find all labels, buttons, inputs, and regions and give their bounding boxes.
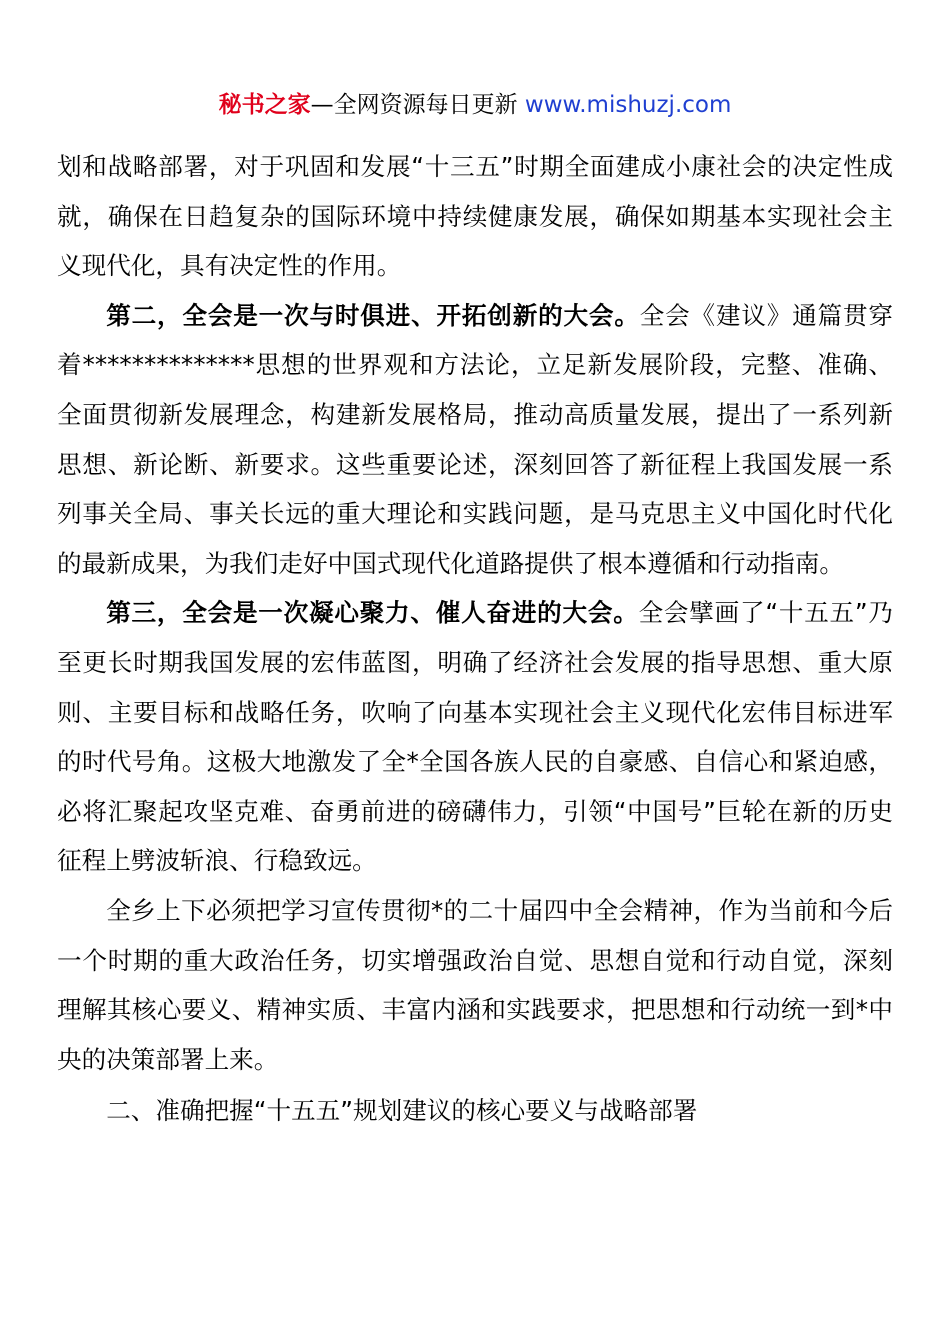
paragraph-body: 全会《建议》通篇贯穿着**************思想的世界观和方法论，立足新发展阶段，完整、准确、全面贯彻新发展理念，构建新发展格局，推动高质量发展，提出了一系列新思想、新论断、新要求。这些重要论述，深刻回答了新征程上我国发展一系列事关全局、事关长远的重大理论和实践问题，是马克思主义中国化时代化的最新成果，为我们走好中国式现代化道路提供了根本遵循和行动指南。 — [57, 300, 893, 578]
paragraph-summary: 全乡上下必须把学习宣传贯彻*的二十届四中全会精神，作为当前和今后一个时期的重大政治任务，切实增强政治自觉、思想自觉和行动自觉，深刻理解其核心要义、精神实质、丰富内涵和实践要求，把思想和行动统一到*中央的决策部署上来。 — [57, 895, 893, 1074]
paragraph-continuation: 划和战略部署，对于巩固和发展“十三五”时期全面建成小康社会的决定性成就，确保在日趋复杂的国际环境中持续健康发展，确保如期基本实现社会主义现代化，具有决定性的作用。 — [57, 152, 893, 281]
paragraph-second-point — [57, 291, 893, 589]
paragraph-body: 全会擘画了“十五五”乃至更长时期我国发展的宏伟蓝图，明确了经济社会发展的指导思想、重大原则、主要目标和战略任务，吹响了向基本实现社会主义现代化宏伟目标进军的时代号角。这极大地激发了全*全国各族人民的自豪感、自信心和紧迫感，必将汇聚起攻坚克难、奋勇前进的磅礴伟力，引领“中国号”巨轮在新的历史征程上劈波斩浪、行稳致远。 — [57, 598, 893, 876]
site-brand: 秘书之家 — [218, 92, 311, 118]
paragraph-third-point — [57, 588, 893, 886]
site-tagline: —全网资源每日更新 — [310, 92, 525, 118]
site-url-link[interactable]: www.mishuzj.com — [524, 92, 732, 118]
section-heading: 二、准确把握“十五五”规划建议的核心要义与战略部署 — [106, 1096, 698, 1126]
site-header — [0, 86, 950, 124]
paragraph-lead-bold: 第二，全会是一次与时俱进、开拓创新的大会。 — [106, 300, 640, 330]
document-body — [57, 142, 893, 1136]
paragraph-lead-bold: 第三，全会是一次凝心聚力、催人奋进的大会。 — [106, 598, 639, 628]
